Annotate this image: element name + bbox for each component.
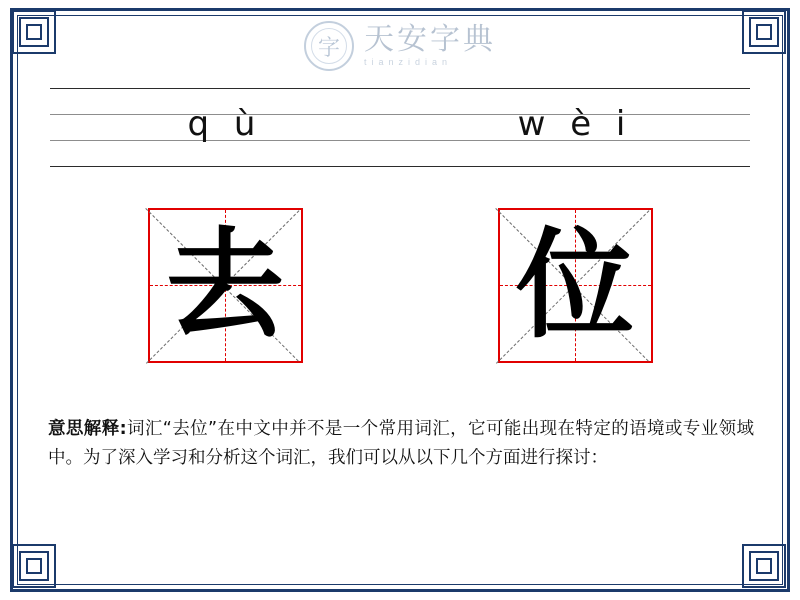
tianzige-box-2: [498, 208, 653, 363]
logo-text: [364, 22, 496, 67]
character-cell-1: [50, 205, 400, 365]
logo-name-cn: 天安字典: [364, 22, 496, 57]
character-glyph-1: 去: [165, 216, 284, 354]
pinyin-row: [50, 88, 750, 166]
character-row: [50, 205, 750, 365]
explanation-block: [48, 415, 754, 473]
pinyin-syllable-2: w è i: [517, 104, 633, 144]
character-cell-2: [400, 205, 750, 365]
seal-icon: [304, 21, 354, 71]
site-logo: [0, 16, 800, 76]
pinyin-syllable-1: q ù: [187, 104, 263, 144]
explanation-text: 词汇“去位”在中文中并不是一个常用词汇，它可能出现在特定的语境或专业领域中。为了深入学习和分析这个词汇，我们可以从以下几个方面进行探讨：: [48, 419, 754, 468]
seal-glyph: 字: [317, 34, 340, 60]
tianzige-box-1: [148, 208, 303, 363]
character-glyph-2: 位: [515, 216, 634, 354]
pinyin-staff: [50, 88, 750, 168]
staff-line-4: [50, 166, 750, 167]
corner-ornament-bottom-left: [12, 544, 58, 590]
logo-name-pinyin: tianzidian: [364, 57, 453, 67]
explanation-label: 意思解释:: [48, 419, 127, 439]
corner-ornament-bottom-right: [742, 544, 788, 590]
